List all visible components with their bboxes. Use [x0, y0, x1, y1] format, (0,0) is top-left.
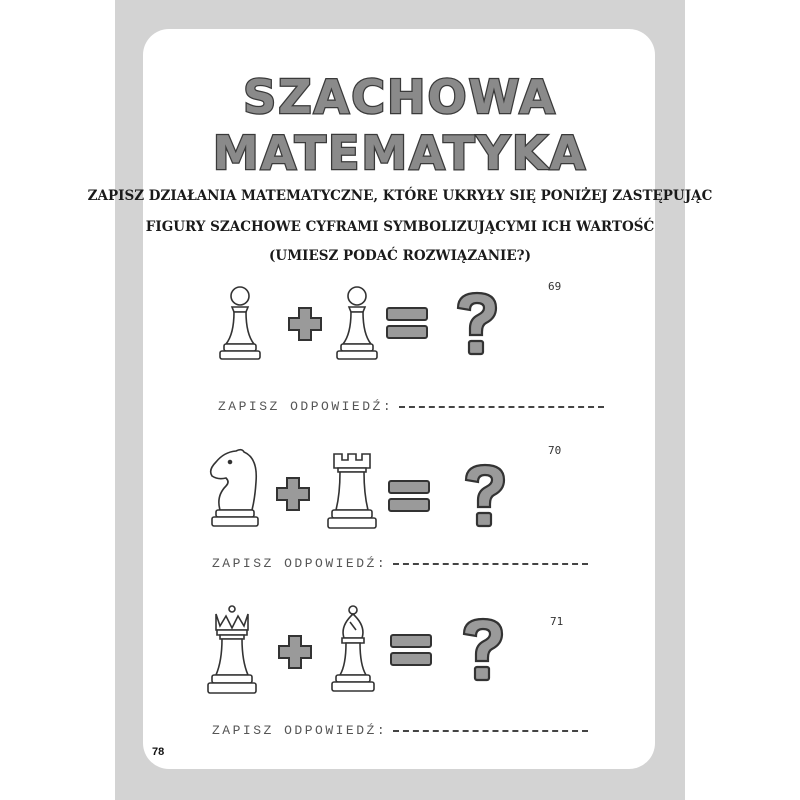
instruction-line-3: (UMIESZ PODAĆ ROZWIĄZANIE?) — [269, 248, 531, 264]
answer-label: ZAPISZ ODPOWIEDŹ: — [218, 399, 394, 414]
equals-icon — [388, 632, 434, 668]
queen-icon — [204, 604, 260, 698]
knight-icon — [206, 446, 262, 534]
plus-icon — [285, 304, 325, 344]
answer-label: ZAPISZ ODPOWIEDŹ: — [212, 556, 388, 571]
answer-line[interactable] — [393, 730, 588, 732]
instruction-line-1: ZAPISZ DZIAŁANIA MATEMATYCZNE, KTÓRE UKRYŁY SIĘ PONIŻEJ ZASTĘPUJĄC — [87, 188, 713, 204]
plus-icon — [275, 632, 315, 672]
question-mark-icon — [460, 462, 510, 530]
page-title-line-2: MATEMATYKA — [212, 126, 588, 180]
answer-line[interactable] — [399, 406, 604, 408]
answer-field[interactable] — [212, 723, 588, 738]
pawn-icon — [332, 282, 382, 362]
instruction-line-2: FIGURY SZACHOWE CYFRAMI SYMBOLIZUJĄCYMI ICH WARTOŚĆ — [145, 219, 655, 235]
equals-icon — [386, 478, 432, 514]
equals-icon — [384, 305, 430, 341]
exercise-number: 70 — [548, 444, 562, 457]
rook-icon — [324, 450, 380, 534]
answer-field[interactable] — [212, 556, 588, 571]
answer-field[interactable] — [218, 399, 604, 414]
question-mark-icon — [458, 616, 508, 684]
answer-line[interactable] — [393, 563, 588, 565]
page-number: 78 — [152, 746, 165, 758]
answer-label: ZAPISZ ODPOWIEDŹ: — [212, 723, 388, 738]
exercise-number: 71 — [550, 615, 564, 628]
bishop-icon — [328, 604, 378, 696]
exercise-number: 69 — [548, 280, 562, 293]
page-title-line-1: SZACHOWA — [243, 70, 557, 124]
plus-icon — [273, 474, 313, 514]
question-mark-icon — [452, 290, 502, 358]
pawn-icon — [215, 282, 265, 362]
